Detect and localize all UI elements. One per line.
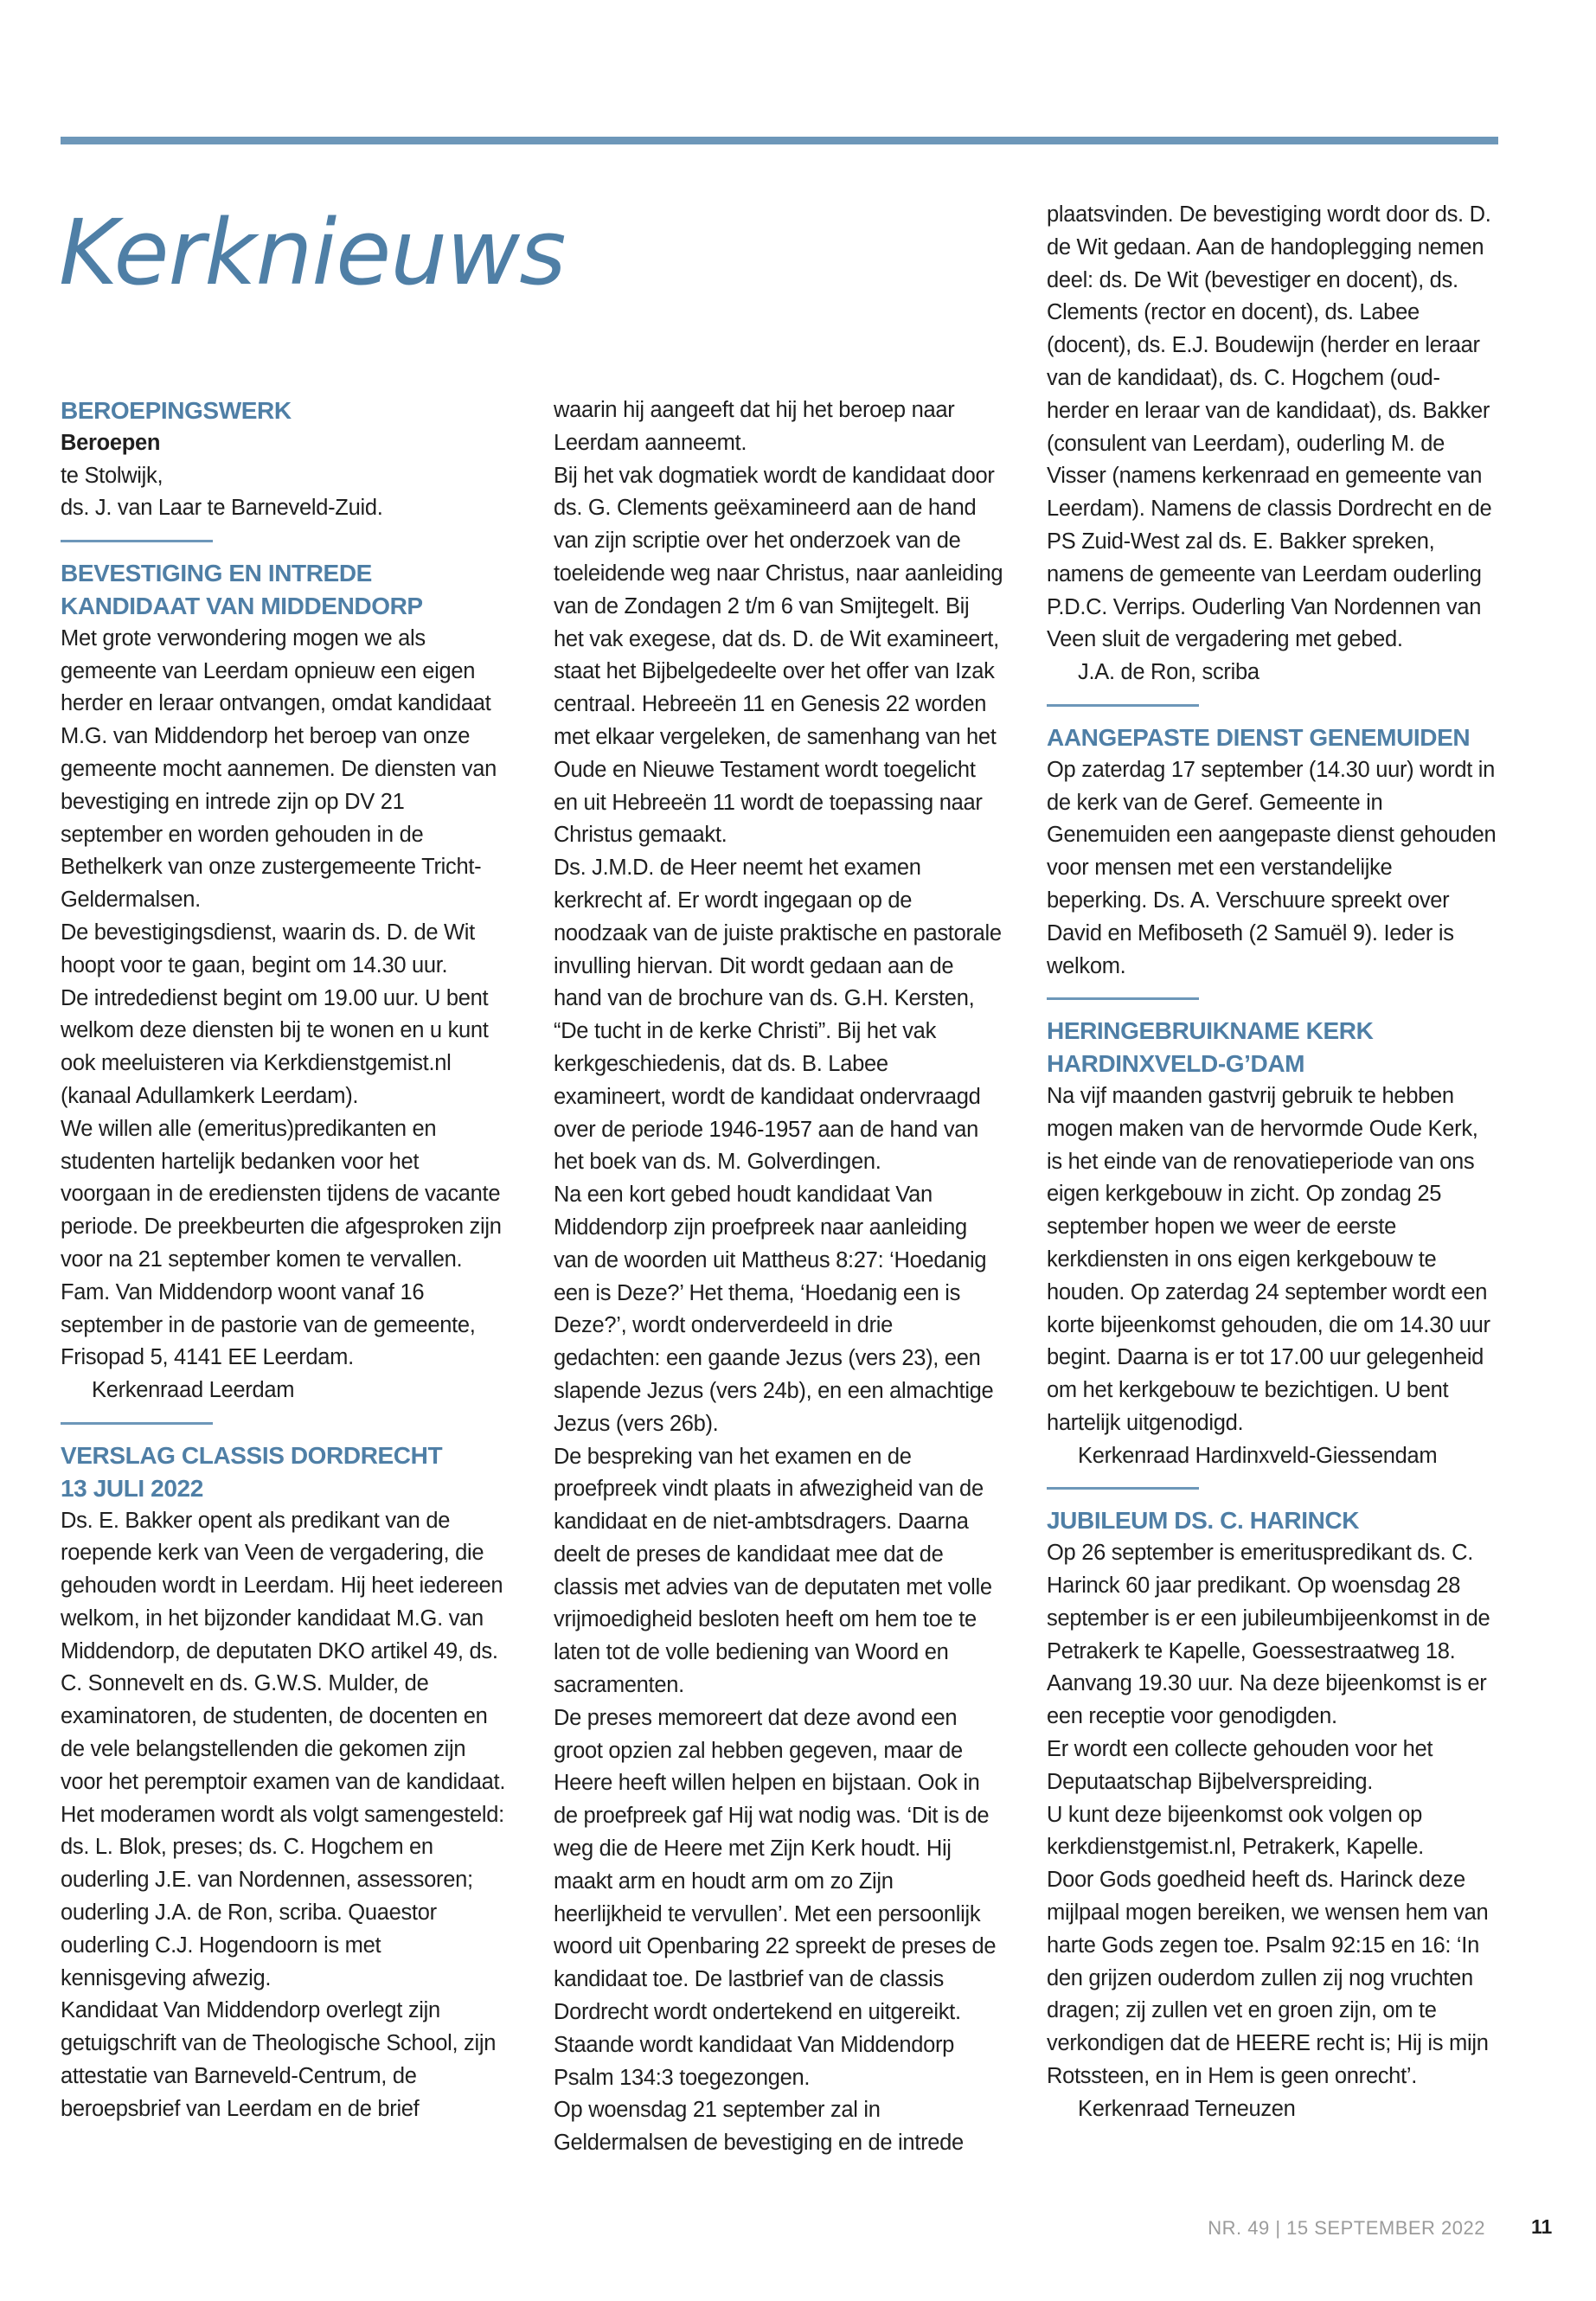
article-section — [1047, 997, 1497, 1472]
paragraph: Ds. J.M.D. de Heer neemt het examen kerkrecht af. Er wordt ingegaan op de noodzaak van de juiste praktische en pastorale invulling hiervan. Dit wordt gedaan aan de hand van de brochure van ds. G.H. Kersten, “De tucht in de kerke Christi”. Bij het vak kerkgeschiedenis, dat ds. B. Labee examineert, wordt de kandidaat ondervraagd over de periode 1946-1957 aan de hand van het boek van ds. M. Golverdingen. — [554, 856, 1002, 1175]
subheading: Beroepen — [61, 430, 161, 455]
section-heading: HARDINXVELD-G’DAM — [1047, 1050, 1305, 1078]
section-divider — [61, 540, 213, 542]
signature: Kerkenraad Hardinxveld-Giessendam — [1078, 1443, 1438, 1468]
section-divider — [1047, 704, 1199, 707]
article-section — [1047, 199, 1497, 689]
paragraph: Ds. E. Bakker opent als predikant van de roepende kerk van Veen de vergadering, die gehouden wordt in Leerdam. Hij heet iedereen welkom, in het bijzonder kandidaat M.G. van Middendorp, de deputaten DKO artikel 49, ds. C. Sonnevelt en ds. G.W.S. Mulder, de examinatoren, de studenten, de docenten en de vele belangstellenden die gekomen zijn voor het peremptoir examen van de kandidaat. — [61, 1508, 506, 1794]
article-section — [61, 1422, 510, 2126]
paragraph: te Stolwijk, — [61, 463, 163, 488]
paragraph: Fam. Van Middendorp woont vanaf 16 september in de pastorie van de gemeente, Frisopad 5, 4141 EE Leerdam. — [61, 1279, 476, 1370]
section-heading: BEROEPINGSWERK — [61, 397, 292, 424]
paragraph: Het moderamen wordt als volgt samengesteld: ds. L. Blok, preses; ds. C. Hogchem en ouderling J.E. van Nordennen, assessoren; ouderling J.A. de Ron, scriba. Quaestor ouderling C.J. Hogendoorn is met kennisgeving afwezig. — [61, 1802, 504, 1990]
paragraph: Bij het vak dogmatiek wordt de kandidaat door ds. G. Clements geëxamineerd aan de hand van zijn scriptie over het onderzoek van de toeleidende weg naar Christus, naar aanleiding van de Zondagen 2 t/m 6 van Smijtegelt. Bij het vak exegese, dat ds. D. de Wit examineert, staat het Bijbelgedeelte over het offer van Izak centraal. Hebreeën 11 en Genesis 22 worden met elkaar vergeleken, de samenhang van het Oude en Nieuwe Testament wordt toegelicht en uit Hebreeën 11 wordt de toepassing naar Christus gemaakt. — [554, 463, 1003, 848]
section-heading: VERSLAG CLASSIS DORDRECHT — [61, 1441, 443, 1469]
signature: J.A. de Ron, scriba — [1078, 660, 1259, 685]
paragraph: Na een kort gebed houdt kandidaat Van Middendorp zijn proefpreek naar aanleiding van de woorden uit Mattheus 8:27: ‘Hoedanig een is Deze?’ Het thema, ‘Hoedanig een is Deze?’, wordt onderverdeeld in drie gedachten: een gaande Jezus (vers 23), een slapende Jezus (vers 24b), en een almachtige Jezus (vers 26b). — [554, 1183, 994, 1436]
article-section — [61, 540, 510, 1407]
section-heading: HERINGEBRUIKNAME KERK — [1047, 1017, 1374, 1045]
section-divider — [1047, 997, 1199, 1000]
page-number: 11 — [1531, 2215, 1553, 2238]
paragraph: Na vijf maanden gastvrij gebruik te hebben mogen maken van de hervormde Oude Kerk, is het einde van de renovatieperiode van ons eigen kerkgebouw in zicht. Op zondag 25 september hopen we weer de eerste kerkdiensten in ons eigen kerkgebouw te houden. Op zaterdag 24 september wordt een korte bijeenkomst gehouden, die om 14.30 uur begint. Daarna is er tot 17.00 uur gelegenheid om het kerkgebouw te bezichtigen. U bent hartelijk uitgenodigd. — [1047, 1083, 1490, 1435]
column-left — [61, 394, 510, 2126]
paragraph: De intrededienst begint om 19.00 uur. U bent welkom deze diensten bij te wonen en u kunt ook meeluisteren via Kerkdienstgemist.nl (kanaal Adullamkerk Leerdam). — [61, 985, 489, 1108]
paragraph: De bevestigingsdienst, waarin ds. D. de Wit hoopt voor te gaan, begint om 14.30 uur. — [61, 920, 475, 977]
article-section — [554, 394, 1003, 2160]
paragraph: Er wordt een collecte gehouden voor het Deputaatschap Bijbelverspreiding. — [1047, 1737, 1433, 1794]
issue-info: NR. 49 | 15 SEPTEMBER 2022 — [1208, 2217, 1485, 2239]
article-section — [1047, 704, 1497, 983]
column-middle — [554, 394, 1003, 2160]
article-section — [1047, 1487, 1497, 2125]
paragraph: Op 26 september is emerituspredikant ds. C. Harinck 60 jaar predikant. Op woensdag 28 september is er een jubileumbijeenkomst in de Petrakerk te Kapelle, Goessestraatweg 18. Aanvang 19.30 uur. Na deze bijeenkomst is er een receptie voor genodigden. — [1047, 1541, 1490, 1729]
section-divider — [61, 1422, 213, 1425]
paragraph: Op zaterdag 17 september (14.30 uur) wordt in de kerk van de Geref. Gemeente in Genemuiden een aangepaste dienst gehouden voor mensen met een verstandelijke beperking. Ds. A. Verschuure spreekt over David en Mefiboseth (2 Samuël 9). Ieder is welkom. — [1047, 757, 1497, 978]
paragraph: U kunt deze bijeenkomst ook volgen op kerkdienstgemist.nl, Petrakerk, Kapelle. — [1047, 1802, 1424, 1860]
article-section — [61, 394, 510, 525]
column-right — [1047, 199, 1497, 2126]
signature: Kerkenraad Terneuzen — [1078, 2096, 1296, 2121]
paragraph: Met grote verwondering mogen we als gemeente van Leerdam opnieuw een eigen herder en leraar ontvangen, omdat kandidaat M.G. van Middendorp het beroep van onze gemeente mocht aannemen. De diensten van bevestiging en intrede zijn op DV 21 september en worden gehouden in de Bethelkerk van onze zustergemeente Tricht-Geldermalsen. — [61, 625, 497, 913]
section-divider — [1047, 1487, 1199, 1490]
top-rule — [61, 137, 1498, 144]
section-heading: BEVESTIGING EN INTREDE — [61, 560, 372, 587]
paragraph: De bespreking van het examen en de proefpreek vindt plaats in afwezigheid van de kandidaat en de niet-ambtsdragers. Daarna deelt de preses de kandidaat mee dat de classis met advies van de deputaten met volle vrijmoedigheid besloten heeft om hem toe te laten tot de volle bediening van Woord en sacramenten. — [554, 1444, 992, 1698]
paragraph: Op woensdag 21 september zal in Geldermalsen de bevestiging en de intrede — [554, 2098, 964, 2156]
paragraph: ds. J. van Laar te Barneveld-Zuid. — [61, 496, 383, 521]
paragraph: De preses memoreert dat deze avond een groot opzien zal hebben gegeven, maar de Heere heeft willen helpen en bijstaan. Ook in de proefpreek gaf Hij wat nodig was. ‘Dit is de weg die de Heere met Zijn Kerk houdt. Hij maakt arm en houdt arm om zo Zijn heerlijkheid te vervullen’. Met een persoonlijk woord uit Openbaring 22 spreekt de preses de kandidaat toe. De lastbrief van de classis Dordrecht wordt ondertekend en uitgereikt. Staande wordt kandidaat Van Middendorp Psalm 134:3 toegezongen. — [554, 1705, 997, 2090]
paragraph: Kandidaat Van Middendorp overlegt zijn getuigschrift van de Theologische School, zijn attestatie van Barneveld-Centrum, de beroepsbrief van Leerdam en de brief — [61, 1998, 497, 2121]
section-heading: KANDIDAAT VAN MIDDENDORP — [61, 592, 423, 619]
paragraph: plaatsvinden. De bevestiging wordt door ds. D. de Wit gedaan. Aan de handoplegging nemen deel: ds. De Wit (bevestiger en docent), ds. Clements (rector en docent), ds. Labee (docent), ds. E.J. Boudewijn (herder en leraar van de kandidaat), ds. C. Hogchem (oud-herder en leraar van de kandidaat), ds. Bakker (consulent van Leerdam), ouderling M. de Visser (namens kerkenraad en gemeente van Leerdam). Namens de classis Dordrecht en de PS Zuid-West zal ds. E. Bakker spreken, namens de gemeente van Leerdam ouderling P.D.C. Verrips. Ouderling Van Nordennen van Veen sluit de vergadering met gebed. — [1047, 202, 1492, 652]
page-title: Kerknieuws — [59, 200, 566, 305]
signature: Kerkenraad Leerdam — [92, 1378, 295, 1403]
section-heading: AANGEPASTE DIENST GENEMUIDEN — [1047, 723, 1471, 751]
paragraph: Door Gods goedheid heeft ds. Harinck deze mijlpaal mogen bereiken, we wensen hem van harte Gods zegen toe. Psalm 92:15 en 16: ‘In den grijzen ouderdom zullen zij nog vruchten dragen; zij zullen vet en groen zijn, om te verkondigen dat de HEERE recht is; Hij is mijn Rotssteen, en in Hem is geen onrecht’. — [1047, 1868, 1489, 2089]
paragraph: waarin hij aangeeft dat hij het beroep naar Leerdam aanneemt. — [554, 398, 955, 455]
section-heading: 13 JULI 2022 — [61, 1474, 203, 1502]
section-heading: JUBILEUM DS. C. HARINCK — [1047, 1507, 1360, 1535]
paragraph: We willen alle (emeritus)predikanten en studenten hartelijk bedanken voor het voorgaan in de erediensten tijdens de vacante periode. De preekbeurten die afgesproken zijn voor na 21 september komen te vervallen. — [61, 1116, 502, 1272]
